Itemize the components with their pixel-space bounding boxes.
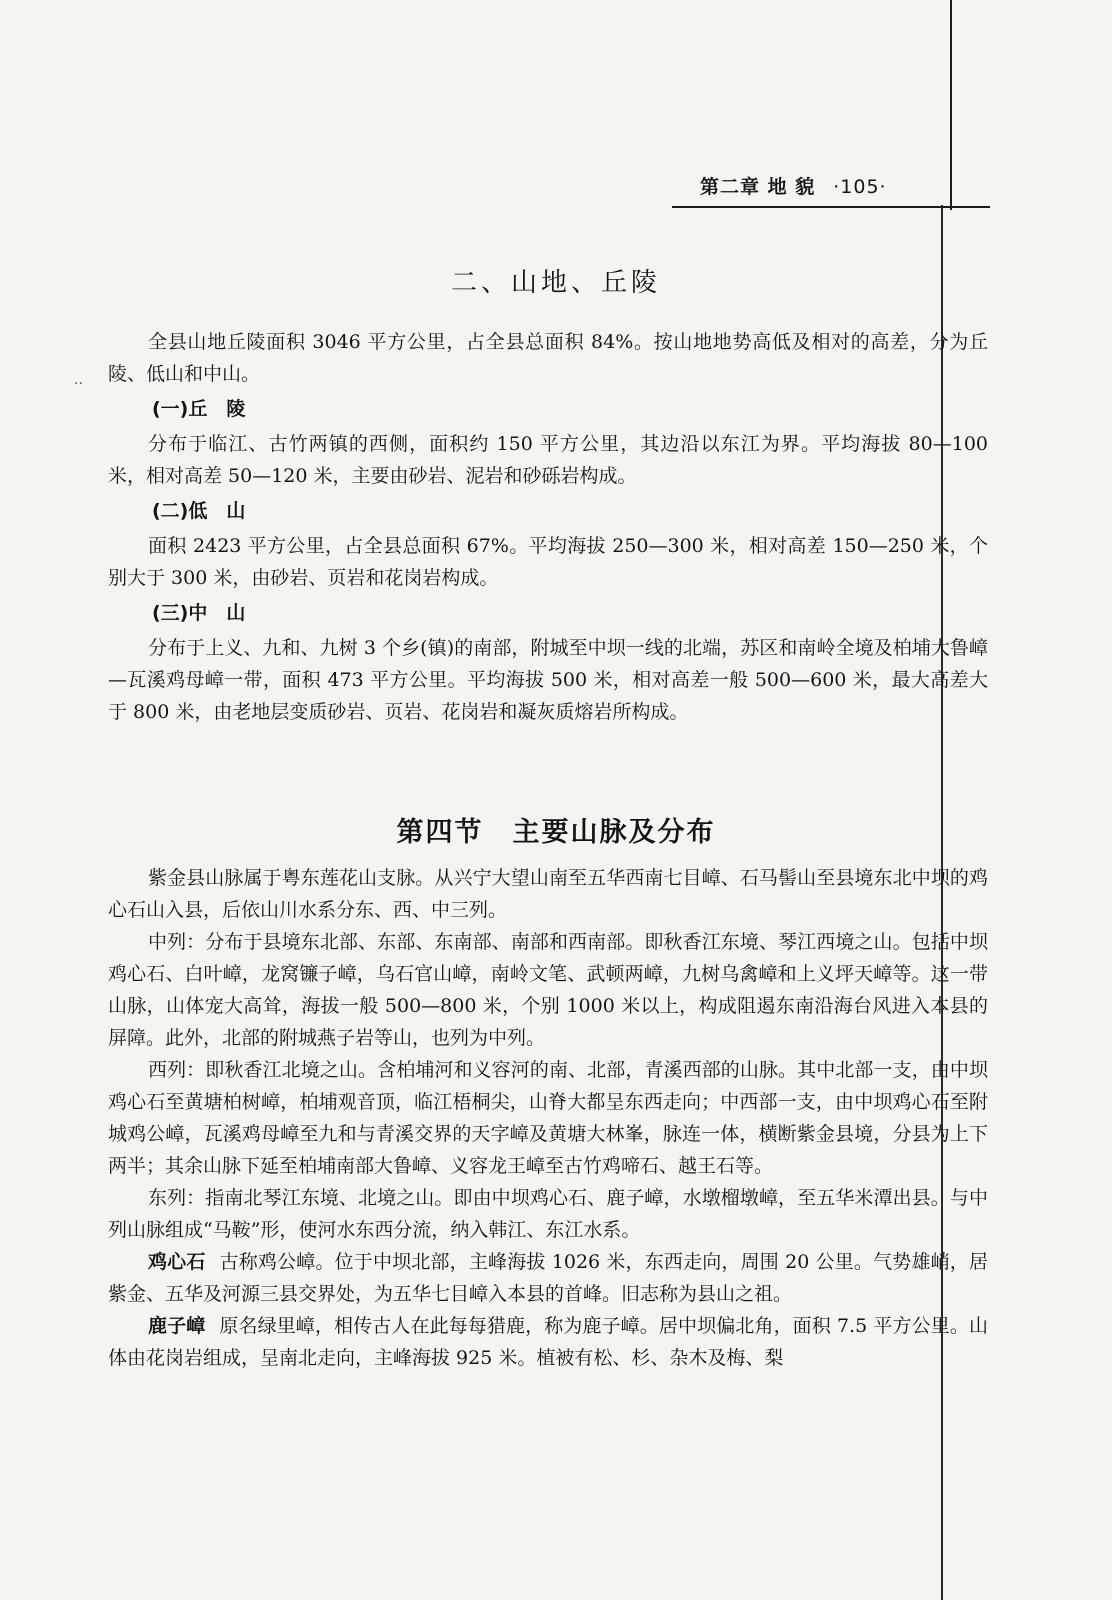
running-head: [700, 172, 990, 199]
subsection-heading-low-mountains: (二)低 山: [152, 500, 246, 522]
entry-luzizhang: [108, 1310, 988, 1374]
entry-term: 鸡心石: [148, 1251, 206, 1273]
margin-dots: ..: [74, 372, 83, 388]
subsection-text-low-mountains: 面积 2423 平方公里，占全县总面积 67%。平均海拔 250—300 米，相对高差 150—250 米，个别大于 300 米，由砂岩、页岩和花岗岩构成。: [108, 535, 988, 589]
chapter-label: 第二章 地 貌: [700, 176, 816, 198]
entry-text: 原名绿里嶂，相传古人在此每每猎鹿，称为鹿子嶂。居中坝偏北角，面积 7.5 平方公里。山体由花岗岩组成，呈南北走向，主峰海拔 925 米。植被有松、杉、杂木及梅、梨: [108, 1315, 988, 1369]
chapter-section-title: 第四节 主要山脉及分布: [396, 817, 716, 848]
paragraph-east-range: 东列：指南北琴江东境、北境之山。即由中坝鸡心石、鹿子嶂，水墩榴墩嶂，至五华米潭出县。与中列山脉组成“马鞍”形，使河水东西分流，纳入韩江、东江水系。: [108, 1187, 988, 1241]
subsection-heading-mid-mountains: (三)中 山: [152, 602, 246, 624]
mountain-ranges-body: [108, 862, 988, 1374]
intro-paragraph: 全县山地丘陵面积 3046 平方公里，占全县总面积 84%。按山地地势高低及相对的高差，分为丘陵、低山和中山。: [108, 331, 988, 385]
header-rule: [672, 206, 990, 208]
subsection-text-hills: 分布于临江、古竹两镇的西侧，面积约 150 平方公里，其边沿以东江为界。平均海拔 80—100 米，相对高差 50—120 米，主要由砂岩、泥岩和砂砾岩构成。: [108, 433, 988, 487]
paragraph-west-range: 西列：即秋香江北境之山。含柏埔河和义容河的南、北部，青溪西部的山脉。其中北部一支，由中坝鸡心石至黄塘柏树嶂，柏埔观音顶，临江梧桐尖，山脊大都呈东西走向；中西部一支，由中坝鸡心石至附城鸡公嶂，瓦溪鸡母嶂至九和与青溪交界的天字嶂及黄塘大林峯，脉连一体，横断紫金县境，分县为上下两半；其余山脉下延至柏埔南部大鲁嶂、义容龙王嶂至古竹鸡啼石、越王石等。: [108, 1059, 988, 1177]
entry-term: 鹿子嶂: [148, 1315, 206, 1337]
paragraph-middle-range: 中列：分布于县境东北部、东部、东南部、南部和西南部。即秋香江东境、琴江西境之山。包括中坝鸡心石、白叶嶂，龙窝镰子嶂，乌石官山嶂，南岭文笔、武顿两嶂，九树乌禽嶂和上义坪天嶂等。这一带山脉，山体宠大高耸，海拔一般 500—800 米，个别 1000 米以上，构成阻遏东南沿海台风进入本县的屏障。此外，北部的附城燕子岩等山，也列为中列。: [108, 931, 988, 1049]
page-number: ·105·: [833, 176, 887, 198]
entry-text: 古称鸡公嶂。位于中坝北部，主峰海拔 1026 米，东西走向，周围 20 公里。气势雄峭，居紫金、五华及河源三县交界处，为五华七目嶂入本县的首峰。旧志称为县山之祖。: [108, 1251, 988, 1305]
subsection-heading-hills: (一)丘 陵: [152, 398, 246, 420]
subsection-text-mid-mountains: 分布于上义、九和、九树 3 个乡(镇)的南部，附城至中坝一线的北端，苏区和南岭全境及柏埔大鲁嶂—瓦溪鸡母嶂一带，面积 473 平方公里。平均海拔 500 米，相对高差一般 500—600 米，最大高差大于 800 米，由老地层变质砂岩、页岩、花岗岩和凝灰质熔岩所构成。: [108, 637, 988, 723]
section-body: [108, 326, 988, 728]
section-title: 二、山地、丘陵: [450, 268, 661, 298]
paragraph-overview: 紫金县山脉属于粤东莲花山支脉。从兴宁大望山南至五华西南七目嶂、石马髻山至县境东北中坝的鸡心石山入县，后依山川水系分东、西、中三列。: [108, 867, 988, 921]
entry-jixinshi: [108, 1246, 988, 1310]
